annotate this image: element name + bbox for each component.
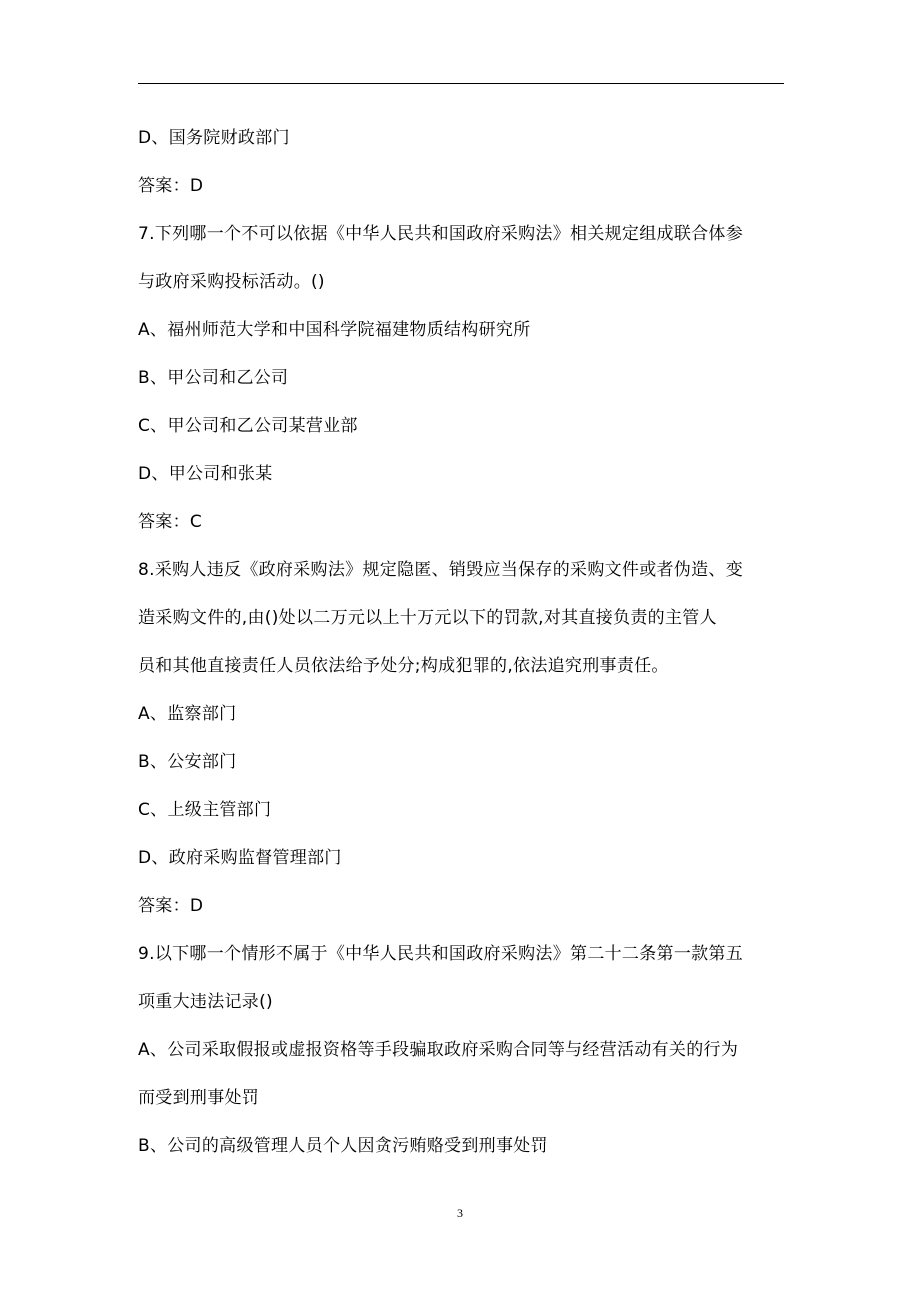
question-7-line-2: 与政府采购投标活动。() [138, 272, 325, 292]
page-content [138, 114, 784, 1170]
option-b-q9: B、公司的高级管理人员个人因贪污贿赂受到刑事处罚 [138, 1136, 548, 1156]
question-7-line-1: 7.下列哪一个不可以依据《中华人民共和国政府采购法》相关规定组成联合体参 [138, 224, 744, 244]
option-d-q6: D、国务院财政部门 [138, 128, 290, 148]
option-b-q8: B、公安部门 [138, 752, 237, 772]
question-8-line-2: 造采购文件的,由()处以二万元以上十万元以下的罚款,对其直接负责的主管人 [138, 608, 717, 628]
answer-q7: 答案：C [138, 512, 203, 532]
option-d-q8: D、政府采购监督管理部门 [138, 848, 342, 868]
option-c-q8: C、上级主管部门 [138, 800, 272, 820]
question-8-line-1: 8.采购人违反《政府采购法》规定隐匿、销毁应当保存的采购文件或者伪造、变 [138, 560, 744, 580]
header-rule [138, 83, 784, 84]
answer-q8: 答案：D [138, 896, 204, 916]
question-9-line-1: 9.以下哪一个情形不属于《中华人民共和国政府采购法》第二十二条第一款第五 [138, 944, 744, 964]
option-a-q7: A、福州师范大学和中国科学院福建物质结构研究所 [138, 320, 531, 340]
option-d-q7: D、甲公司和张某 [138, 464, 273, 484]
question-8-line-3: 员和其他直接责任人员依法给予处分;构成犯罪的,依法追究刑事责任。 [138, 656, 669, 676]
option-a-q8: A、监察部门 [138, 704, 237, 724]
answer-q6: 答案：D [138, 176, 204, 196]
page-number: 3 [457, 1206, 463, 1220]
option-a-q9-line-2: 而受到刑事处罚 [138, 1088, 260, 1108]
question-9-line-2: 项重大违法记录() [138, 992, 273, 1012]
option-b-q7: B、甲公司和乙公司 [138, 368, 289, 388]
option-a-q9-line-1: A、公司采取假报或虚报资格等手段骗取政府采购合同等与经营活动有关的行为 [138, 1040, 739, 1060]
option-c-q7: C、甲公司和乙公司某营业部 [138, 416, 358, 436]
